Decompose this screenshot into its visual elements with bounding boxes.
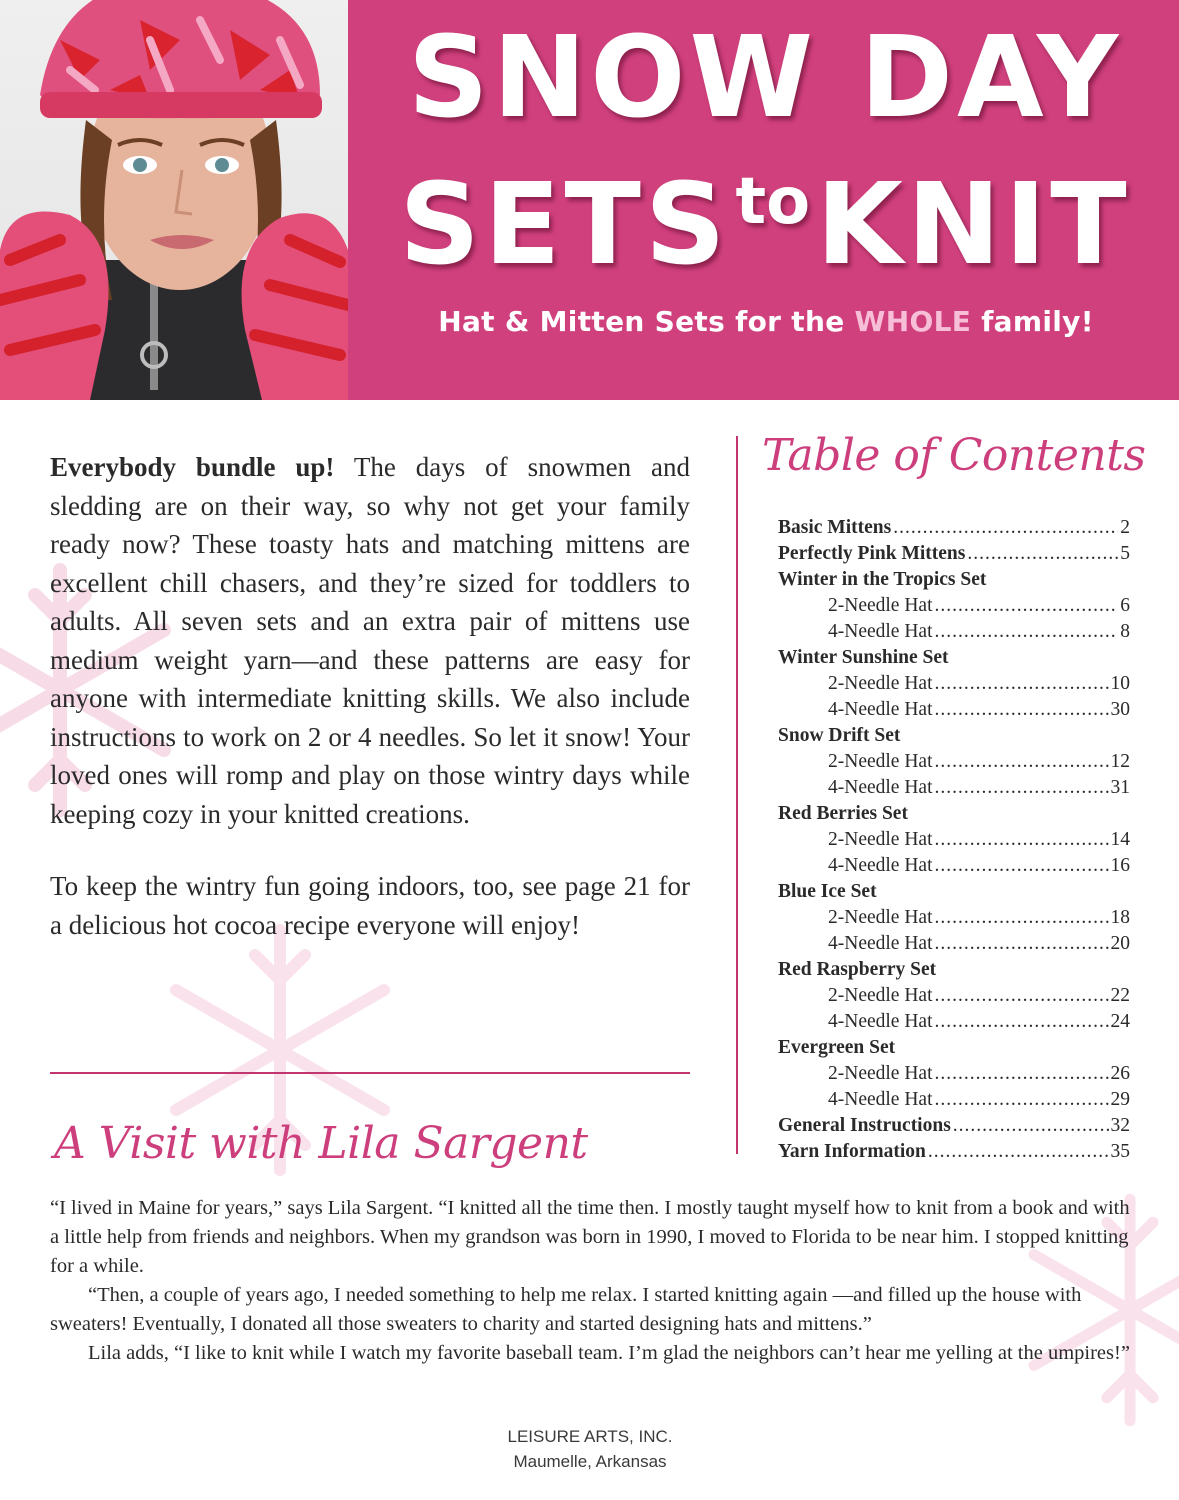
cover-header — [0, 0, 1179, 400]
toc-dot-leader — [935, 749, 1109, 775]
intro-paragraph-1 — [50, 448, 690, 833]
toc-entry-label: 4-Needle Hat — [828, 699, 933, 720]
toc-entry — [778, 515, 1130, 541]
toc-entry — [778, 671, 1130, 697]
toc-entry-page: 5 — [1120, 543, 1130, 564]
toc-set-heading: Winter Sunshine Set — [778, 647, 949, 668]
title-word-to: to — [735, 165, 811, 239]
toc-dot-leader — [935, 593, 1119, 619]
toc-entry — [778, 827, 1130, 853]
toc-dot-leader — [928, 1139, 1109, 1165]
toc-entry-label: 4-Needle Hat — [828, 933, 933, 954]
toc-entry-page: 29 — [1110, 1089, 1130, 1110]
toc-dot-leader — [935, 931, 1109, 957]
visit-paragraph-2: “Then, a couple of years ago, I needed something to help me relax. I started knitting again —and filled up the house with sweaters! Eventually, I donated all those sweaters to charity and started designing hats and mittens.” — [50, 1284, 1082, 1335]
toc-entry-label: 2-Needle Hat — [828, 673, 933, 694]
toc-entry — [778, 983, 1130, 1009]
toc-entry — [778, 697, 1130, 723]
toc-entry-page: 35 — [1110, 1141, 1130, 1162]
toc-dot-leader — [935, 697, 1109, 723]
toc-dot-leader — [935, 619, 1119, 645]
title-word-sets: SETS — [399, 160, 730, 290]
toc-entry-label: 2-Needle Hat — [828, 595, 933, 616]
toc-entry-page: 2 — [1120, 517, 1130, 538]
cover-photo — [0, 0, 348, 400]
toc-set-heading: Winter in the Tropics Set — [778, 569, 987, 590]
toc-entry-label: 2-Needle Hat — [828, 829, 933, 850]
book-title — [360, 13, 1170, 290]
toc-dot-leader — [935, 775, 1109, 801]
toc-entry — [778, 1009, 1130, 1035]
toc-entry — [778, 905, 1130, 931]
toc-entry — [778, 853, 1130, 879]
toc-entry-page: 24 — [1110, 1011, 1130, 1032]
toc-entry-label: 2-Needle Hat — [828, 907, 933, 928]
toc-entry-page: 6 — [1120, 595, 1130, 616]
toc-set-heading: Evergreen Set — [778, 1037, 896, 1058]
toc-dot-leader — [893, 515, 1118, 541]
toc-entry — [778, 775, 1130, 801]
toc-entry-page: 22 — [1110, 985, 1130, 1006]
toc-entry — [778, 1087, 1130, 1113]
visit-heading: A Visit with Lila Sargent — [54, 1118, 588, 1169]
toc-entry — [778, 1113, 1130, 1139]
toc-entry-label: Perfectly Pink Mittens — [778, 543, 966, 564]
toc-dot-leader — [935, 1061, 1109, 1087]
subtitle-emphasis: WHOLE — [854, 305, 972, 338]
toc-entry-page: 8 — [1120, 621, 1130, 642]
section-divider — [50, 1072, 690, 1074]
title-word-knit: KNIT — [816, 160, 1131, 290]
toc-dot-leader — [935, 853, 1109, 879]
intro-paragraph-2: To keep the wintry fun going indoors, too, see page 21 for a delicious hot cocoa recipe everyone will enjoy! — [50, 871, 690, 940]
intro-lead: Everybody bundle up! — [50, 452, 335, 482]
toc-entry-label: 4-Needle Hat — [828, 1089, 933, 1110]
subtitle-text: Hat & Mitten Sets for the — [438, 305, 855, 338]
toc-dot-leader — [935, 827, 1109, 853]
visit-paragraph-1: “I lived in Maine for years,” says Lila Sargent. “I knitted all the time then. I mostly taught myself how to knit from a book and with a little help from friends and neighbors. When my grandson was born in 1990, I moved to Florida to be near him. I stopped knitting for a while. — [50, 1197, 1130, 1277]
intro-text — [50, 448, 690, 978]
toc-entry-label: 4-Needle Hat — [828, 855, 933, 876]
toc-dot-leader — [935, 905, 1109, 931]
publisher-location: Maumelle, Arkansas — [513, 1452, 667, 1471]
toc-entry — [778, 619, 1130, 645]
toc-dot-leader — [935, 671, 1109, 697]
toc-entry-label: General Instructions — [778, 1115, 951, 1136]
toc-entry-page: 32 — [1110, 1115, 1130, 1136]
toc-entry-label: 4-Needle Hat — [828, 777, 933, 798]
toc-entry-label: 4-Needle Hat — [828, 1011, 933, 1032]
title-line-snow-day: SNOW DAY — [407, 13, 1123, 143]
toc-set-heading: Red Berries Set — [778, 803, 908, 824]
book-subtitle — [376, 305, 1156, 338]
toc-entry-label: 4-Needle Hat — [828, 621, 933, 642]
visit-paragraph-3: Lila adds, “I like to knit while I watch my favorite baseball team. I’m glad the neighbors can’t hear me yelling at the umpires!” — [88, 1342, 1130, 1364]
title-line-sets-to-knit — [360, 138, 1170, 289]
publisher-imprint — [440, 1424, 740, 1474]
toc-set-heading: Blue Ice Set — [778, 881, 877, 902]
toc-entry-page: 14 — [1110, 829, 1130, 850]
toc-dot-leader — [967, 541, 1118, 567]
toc-entry — [778, 593, 1130, 619]
toc-entry-page: 16 — [1110, 855, 1130, 876]
toc-entry — [778, 931, 1130, 957]
toc-entry-page: 31 — [1110, 777, 1130, 798]
woman-in-knit-hat-illustration — [0, 0, 348, 400]
publisher-name: LEISURE ARTS, INC. — [507, 1427, 673, 1446]
toc-entry — [778, 1139, 1130, 1165]
toc-dot-leader — [935, 1009, 1109, 1035]
toc-entry-page: 30 — [1110, 699, 1130, 720]
toc-entry-label: Yarn Information — [778, 1141, 926, 1162]
toc-entry — [778, 541, 1130, 567]
toc-entry-page: 12 — [1110, 751, 1130, 772]
toc-entry — [778, 749, 1130, 775]
table-of-contents — [778, 515, 1130, 1165]
toc-set-heading: Snow Drift Set — [778, 725, 901, 746]
toc-set-heading: Red Raspberry Set — [778, 959, 937, 980]
toc-dot-leader — [953, 1113, 1109, 1139]
toc-entry-label: 2-Needle Hat — [828, 751, 933, 772]
toc-entry-label: 2-Needle Hat — [828, 1063, 933, 1084]
toc-entry-label: 2-Needle Hat — [828, 985, 933, 1006]
toc-entry-page: 10 — [1110, 673, 1130, 694]
visit-text — [50, 1194, 1140, 1368]
toc-entry-page: 20 — [1110, 933, 1130, 954]
toc-entry-page: 26 — [1110, 1063, 1130, 1084]
toc-entry-label: Basic Mittens — [778, 517, 892, 538]
toc-entry-page: 18 — [1110, 907, 1130, 928]
column-divider — [736, 436, 738, 1154]
toc-dot-leader — [935, 983, 1109, 1009]
toc-entry — [778, 1061, 1130, 1087]
intro-paragraph-1-body: The days of snowmen and sledding are on their way, so why not get your family ready now? These toasty hats and matching mittens are excellent chill chasers, and they’re sized for toddlers to adults. All seven sets and an extra pair of mittens use medium weight yarn—and these patterns are easy for anyone with intermediate knitting skills. We also include instructions to work on 2 or 4 needles. So let it snow! Your loved ones will romp and play on those wintry days while keeping cozy in your knitted creations. — [50, 452, 690, 829]
subtitle-text-end: family! — [971, 305, 1094, 338]
toc-heading: Table of Contents — [762, 430, 1146, 481]
toc-dot-leader — [935, 1087, 1109, 1113]
